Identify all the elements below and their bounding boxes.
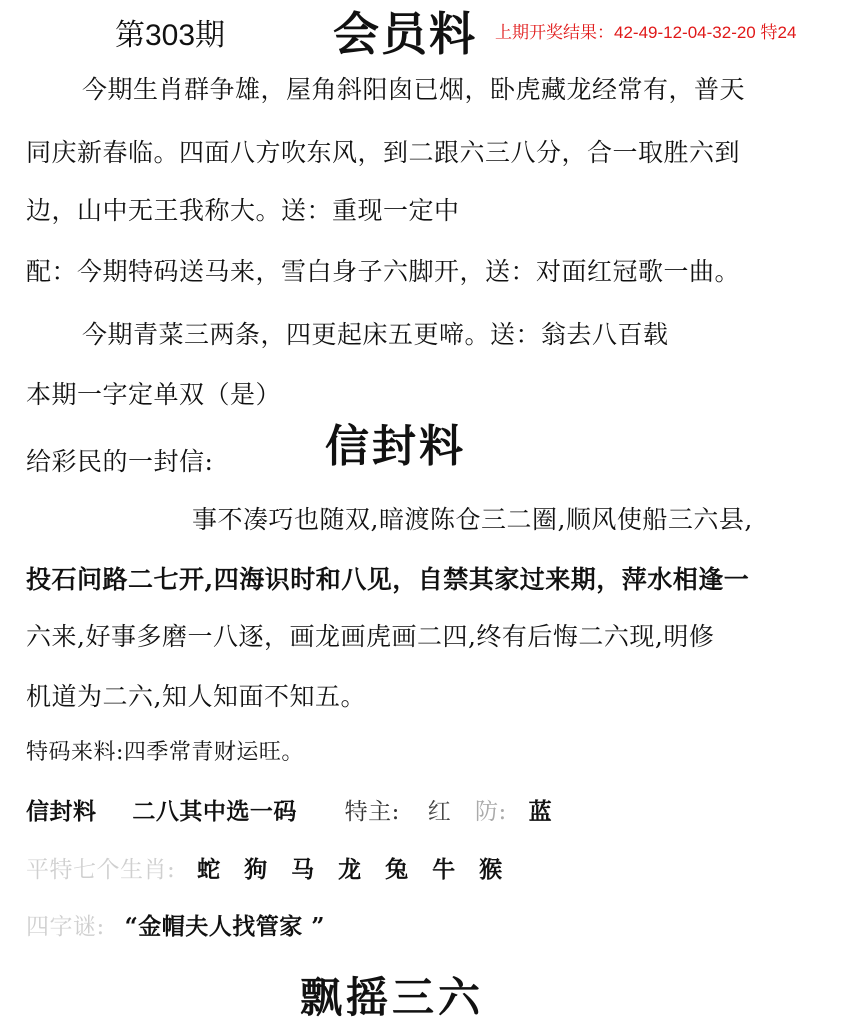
envelope-pick-row	[26, 793, 552, 826]
letter-intro: 给彩民的一封信:	[26, 447, 214, 476]
letter-line: 投石问路二七开,四海识时和八见，自禁其家过来期，萍水相逢一	[26, 565, 750, 594]
verse-line: 同庆新春临。四面八方吹东风，到二跟六三八分，合一取胜六到	[26, 138, 741, 167]
main-color-label: 特主:	[344, 799, 400, 825]
verse-line: 今期生肖群争雄，屋角斜阳囱已烟，卧虎藏龙经常有，普天	[82, 75, 746, 104]
zodiac-list: 蛇 狗 马 龙 兔 牛 猴	[197, 856, 511, 883]
main-color: 红	[427, 799, 452, 825]
verse-line: 今期青菜三两条，四更起床五更啼。送：翁去八百载	[82, 320, 669, 349]
riddle-row	[26, 908, 325, 941]
verse-line: 边，山中无王我称大。送：重现一定中	[26, 196, 460, 225]
issue-number: 第303期	[115, 19, 226, 52]
riddle-text: “金帽夫人找管家 ”	[124, 913, 326, 940]
last-draw-result: 上期开奖结果：42-49-12-04-32-20 特24	[495, 23, 797, 42]
special-code-line: 特码来料:四季常青财运旺。	[26, 740, 304, 765]
zodiac-row	[26, 851, 510, 884]
envelope-pick: 二八其中选一码	[132, 798, 297, 825]
section-title-bottom: 飘摇三六	[300, 973, 485, 1022]
letter-line: 六来,好事多磨一八逐，画龙画虎画二四,终有后悔二六现,明修	[26, 622, 715, 651]
envelope-label: 信封料	[26, 798, 97, 825]
letter-line: 事不凑巧也随双,暗渡陈仓三二圈,顺风使船三六县,	[192, 505, 753, 534]
section-title-envelope: 信封料	[325, 421, 466, 472]
defend-color: 蓝	[528, 798, 553, 825]
letter-line: 机道为二六,知人知面不知五。	[26, 682, 366, 711]
verse-line: 配：今期特码送马来，雪白身子六脚开，送：对面红冠歌一曲。	[26, 257, 741, 286]
page-title: 会员料	[333, 7, 477, 61]
zodiac-label: 平特七个生肖:	[26, 857, 176, 883]
odd-even-line: 本期一字定单双（是）	[26, 380, 282, 409]
riddle-label: 四字谜:	[26, 914, 105, 940]
defend-color-label: 防:	[475, 799, 507, 825]
